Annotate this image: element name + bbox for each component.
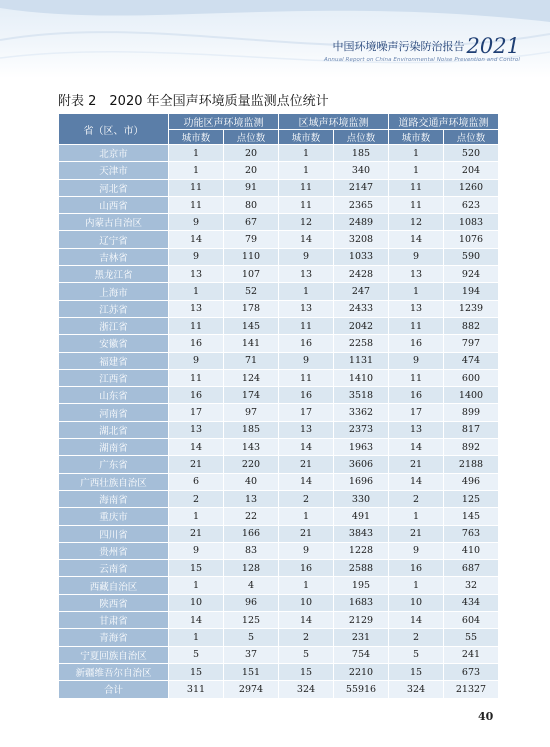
point-count-cell: 590 [444, 248, 499, 265]
sub-header-city-count: 城市数 [169, 130, 224, 145]
province-name-cell: 新疆维吾尔自治区 [59, 663, 169, 680]
point-count-cell: 55916 [334, 681, 389, 698]
table-row [59, 542, 499, 559]
point-count-cell: 174 [224, 387, 279, 404]
point-count-cell: 71 [224, 352, 279, 369]
point-count-cell: 474 [444, 352, 499, 369]
city-count-cell: 14 [169, 231, 224, 248]
province-column-header: 省（区、市） [59, 114, 169, 145]
province-name-cell: 甘肃省 [59, 612, 169, 629]
city-count-cell: 2 [169, 490, 224, 507]
point-count-cell: 178 [224, 300, 279, 317]
point-count-cell: 899 [444, 404, 499, 421]
point-count-cell: 1131 [334, 352, 389, 369]
city-count-cell: 10 [279, 594, 334, 611]
table-row [59, 612, 499, 629]
city-count-cell: 11 [389, 369, 444, 386]
point-count-cell: 797 [444, 335, 499, 352]
city-count-cell: 1 [389, 145, 444, 162]
table-row [59, 646, 499, 663]
city-count-cell: 13 [389, 421, 444, 438]
point-count-cell: 40 [224, 473, 279, 490]
table-row [59, 560, 499, 577]
province-name-cell: 河南省 [59, 404, 169, 421]
city-count-cell: 11 [279, 369, 334, 386]
table-row [59, 196, 499, 213]
province-name-cell: 吉林省 [59, 248, 169, 265]
table-caption: 附表 2 2020 年全国声环境质量监测点位统计 [58, 94, 329, 109]
city-count-cell: 16 [169, 387, 224, 404]
sub-header-point-count: 点位数 [224, 130, 279, 145]
city-count-cell: 15 [389, 663, 444, 680]
monitoring-points-table [58, 113, 499, 699]
city-count-cell: 21 [169, 525, 224, 542]
point-count-cell: 194 [444, 283, 499, 300]
city-count-cell: 324 [389, 681, 444, 698]
point-count-cell: 145 [224, 317, 279, 334]
table-row [59, 162, 499, 179]
point-count-cell: 2129 [334, 612, 389, 629]
province-name-cell: 浙江省 [59, 317, 169, 334]
city-count-cell: 9 [279, 248, 334, 265]
city-count-cell: 1 [389, 577, 444, 594]
city-count-cell: 16 [279, 335, 334, 352]
point-count-cell: 32 [444, 577, 499, 594]
sub-header-city-count: 城市数 [279, 130, 334, 145]
point-count-cell: 2210 [334, 663, 389, 680]
point-count-cell: 125 [224, 612, 279, 629]
point-count-cell: 21327 [444, 681, 499, 698]
city-count-cell: 15 [169, 663, 224, 680]
point-count-cell: 434 [444, 594, 499, 611]
city-count-cell: 14 [389, 473, 444, 490]
point-count-cell: 83 [224, 542, 279, 559]
point-count-cell: 340 [334, 162, 389, 179]
point-count-cell: 13 [224, 490, 279, 507]
province-name-cell: 江苏省 [59, 300, 169, 317]
point-count-cell: 410 [444, 542, 499, 559]
table-row [59, 352, 499, 369]
city-count-cell: 2 [389, 490, 444, 507]
city-count-cell: 2 [279, 490, 334, 507]
city-count-cell: 1 [279, 283, 334, 300]
city-count-cell: 11 [389, 196, 444, 213]
point-count-cell: 3843 [334, 525, 389, 542]
sub-header-point-count: 点位数 [334, 130, 389, 145]
point-count-cell: 330 [334, 490, 389, 507]
point-count-cell: 107 [224, 266, 279, 283]
city-count-cell: 1 [389, 283, 444, 300]
point-count-cell: 2042 [334, 317, 389, 334]
point-count-cell: 2433 [334, 300, 389, 317]
city-count-cell: 21 [389, 525, 444, 542]
point-count-cell: 67 [224, 214, 279, 231]
point-count-cell: 1033 [334, 248, 389, 265]
table-row [59, 231, 499, 248]
city-count-cell: 21 [279, 525, 334, 542]
point-count-cell: 2258 [334, 335, 389, 352]
province-name-cell: 合计 [59, 681, 169, 698]
city-count-cell: 14 [389, 612, 444, 629]
city-count-cell: 1 [169, 145, 224, 162]
city-count-cell: 9 [279, 352, 334, 369]
city-count-cell: 21 [389, 456, 444, 473]
table-row [59, 663, 499, 680]
point-count-cell: 2373 [334, 421, 389, 438]
city-count-cell: 1 [169, 162, 224, 179]
city-count-cell: 5 [169, 646, 224, 663]
city-count-cell: 12 [389, 214, 444, 231]
city-count-cell: 13 [279, 266, 334, 283]
city-count-cell: 1 [169, 283, 224, 300]
city-count-cell: 15 [279, 663, 334, 680]
city-count-cell: 11 [389, 317, 444, 334]
city-count-cell: 14 [279, 473, 334, 490]
province-name-cell: 天津市 [59, 162, 169, 179]
table-row [59, 300, 499, 317]
city-count-cell: 11 [169, 369, 224, 386]
point-count-cell: 1963 [334, 439, 389, 456]
point-count-cell: 20 [224, 145, 279, 162]
province-name-cell: 海南省 [59, 490, 169, 507]
report-subtitle: Annual Report on China Environmental Noise Prevention and Control [323, 57, 520, 63]
group-header-functional-zone: 功能区声环境监测 [169, 114, 279, 130]
city-count-cell: 17 [279, 404, 334, 421]
point-count-cell: 763 [444, 525, 499, 542]
point-count-cell: 882 [444, 317, 499, 334]
city-count-cell: 9 [389, 542, 444, 559]
province-name-cell: 贵州省 [59, 542, 169, 559]
province-name-cell: 北京市 [59, 145, 169, 162]
province-name-cell: 山东省 [59, 387, 169, 404]
point-count-cell: 673 [444, 663, 499, 680]
table-row [59, 490, 499, 507]
city-count-cell: 1 [279, 162, 334, 179]
point-count-cell: 145 [444, 508, 499, 525]
point-count-cell: 1400 [444, 387, 499, 404]
table-row [59, 369, 499, 386]
table-body [59, 145, 499, 699]
city-count-cell: 2 [389, 629, 444, 646]
province-name-cell: 黑龙江省 [59, 266, 169, 283]
point-count-cell: 1260 [444, 179, 499, 196]
city-count-cell: 14 [279, 439, 334, 456]
table-row [59, 404, 499, 421]
province-name-cell: 内蒙古自治区 [59, 214, 169, 231]
point-count-cell: 3362 [334, 404, 389, 421]
city-count-cell: 21 [279, 456, 334, 473]
city-count-cell: 21 [169, 456, 224, 473]
city-count-cell: 11 [169, 317, 224, 334]
point-count-cell: 110 [224, 248, 279, 265]
city-count-cell: 13 [169, 266, 224, 283]
city-count-cell: 9 [169, 352, 224, 369]
city-count-cell: 1 [279, 577, 334, 594]
city-count-cell: 1 [389, 508, 444, 525]
table-row [59, 473, 499, 490]
city-count-cell: 1 [169, 629, 224, 646]
point-count-cell: 151 [224, 663, 279, 680]
point-count-cell: 1683 [334, 594, 389, 611]
city-count-cell: 6 [169, 473, 224, 490]
city-count-cell: 1 [279, 145, 334, 162]
point-count-cell: 1228 [334, 542, 389, 559]
city-count-cell: 9 [279, 542, 334, 559]
group-header-road-traffic: 道路交通声环境监测 [389, 114, 499, 130]
table-total-row [59, 681, 499, 698]
table-row [59, 629, 499, 646]
city-count-cell: 13 [389, 266, 444, 283]
table-row [59, 508, 499, 525]
point-count-cell: 2489 [334, 214, 389, 231]
sub-header-point-count: 点位数 [444, 130, 499, 145]
point-count-cell: 97 [224, 404, 279, 421]
point-count-cell: 91 [224, 179, 279, 196]
city-count-cell: 13 [279, 421, 334, 438]
point-count-cell: 3208 [334, 231, 389, 248]
city-count-cell: 9 [169, 214, 224, 231]
city-count-cell: 1 [169, 577, 224, 594]
city-count-cell: 14 [169, 612, 224, 629]
city-count-cell: 14 [389, 231, 444, 248]
point-count-cell: 52 [224, 283, 279, 300]
report-year: 2021 [466, 34, 520, 58]
city-count-cell: 5 [279, 646, 334, 663]
group-header-regional: 区域声环境监测 [279, 114, 389, 130]
point-count-cell: 1076 [444, 231, 499, 248]
point-count-cell: 2147 [334, 179, 389, 196]
province-name-cell: 河北省 [59, 179, 169, 196]
point-count-cell: 3606 [334, 456, 389, 473]
point-count-cell: 892 [444, 439, 499, 456]
sub-header-city-count: 城市数 [389, 130, 444, 145]
province-name-cell: 福建省 [59, 352, 169, 369]
city-count-cell: 14 [279, 612, 334, 629]
point-count-cell: 3518 [334, 387, 389, 404]
city-count-cell: 9 [389, 352, 444, 369]
city-count-cell: 16 [279, 387, 334, 404]
city-count-cell: 16 [389, 560, 444, 577]
point-count-cell: 125 [444, 490, 499, 507]
city-count-cell: 14 [279, 231, 334, 248]
province-name-cell: 山西省 [59, 196, 169, 213]
table-row [59, 145, 499, 162]
city-count-cell: 10 [169, 594, 224, 611]
point-count-cell: 166 [224, 525, 279, 542]
table-row [59, 317, 499, 334]
table-row [59, 387, 499, 404]
city-count-cell: 311 [169, 681, 224, 698]
point-count-cell: 220 [224, 456, 279, 473]
city-count-cell: 15 [169, 560, 224, 577]
point-count-cell: 124 [224, 369, 279, 386]
point-count-cell: 687 [444, 560, 499, 577]
table-row [59, 456, 499, 473]
province-name-cell: 上海市 [59, 283, 169, 300]
point-count-cell: 80 [224, 196, 279, 213]
table-row [59, 179, 499, 196]
table-row [59, 594, 499, 611]
point-count-cell: 128 [224, 560, 279, 577]
point-count-cell: 96 [224, 594, 279, 611]
point-count-cell: 491 [334, 508, 389, 525]
point-count-cell: 231 [334, 629, 389, 646]
point-count-cell: 204 [444, 162, 499, 179]
city-count-cell: 10 [389, 594, 444, 611]
point-count-cell: 1410 [334, 369, 389, 386]
table-row [59, 439, 499, 456]
city-count-cell: 1 [279, 508, 334, 525]
province-name-cell: 湖南省 [59, 439, 169, 456]
report-title-text: 中国环境噪声污染防治报告 [332, 40, 465, 53]
point-count-cell: 817 [444, 421, 499, 438]
province-name-cell: 陕西省 [59, 594, 169, 611]
city-count-cell: 324 [279, 681, 334, 698]
point-count-cell: 1083 [444, 214, 499, 231]
province-name-cell: 江西省 [59, 369, 169, 386]
point-count-cell: 604 [444, 612, 499, 629]
point-count-cell: 2188 [444, 456, 499, 473]
point-count-cell: 520 [444, 145, 499, 162]
table-row [59, 525, 499, 542]
point-count-cell: 496 [444, 473, 499, 490]
city-count-cell: 11 [279, 317, 334, 334]
table-row [59, 335, 499, 352]
point-count-cell: 924 [444, 266, 499, 283]
point-count-cell: 141 [224, 335, 279, 352]
city-count-cell: 5 [389, 646, 444, 663]
table-row [59, 283, 499, 300]
point-count-cell: 55 [444, 629, 499, 646]
point-count-cell: 185 [334, 145, 389, 162]
point-count-cell: 79 [224, 231, 279, 248]
point-count-cell: 143 [224, 439, 279, 456]
point-count-cell: 241 [444, 646, 499, 663]
table-row [59, 248, 499, 265]
table-row [59, 214, 499, 231]
province-name-cell: 云南省 [59, 560, 169, 577]
city-count-cell: 9 [389, 248, 444, 265]
page-number: 40 [478, 710, 494, 723]
province-name-cell: 安徽省 [59, 335, 169, 352]
point-count-cell: 2974 [224, 681, 279, 698]
point-count-cell: 37 [224, 646, 279, 663]
point-count-cell: 2588 [334, 560, 389, 577]
city-count-cell: 2 [279, 629, 334, 646]
province-name-cell: 广西壮族自治区 [59, 473, 169, 490]
point-count-cell: 185 [224, 421, 279, 438]
province-name-cell: 辽宁省 [59, 231, 169, 248]
city-count-cell: 17 [169, 404, 224, 421]
city-count-cell: 11 [279, 179, 334, 196]
point-count-cell: 2365 [334, 196, 389, 213]
city-count-cell: 12 [279, 214, 334, 231]
point-count-cell: 247 [334, 283, 389, 300]
city-count-cell: 11 [169, 196, 224, 213]
point-count-cell: 623 [444, 196, 499, 213]
point-count-cell: 22 [224, 508, 279, 525]
city-count-cell: 11 [279, 196, 334, 213]
table-row [59, 577, 499, 594]
city-count-cell: 9 [169, 248, 224, 265]
city-count-cell: 1 [389, 162, 444, 179]
city-count-cell: 16 [389, 387, 444, 404]
city-count-cell: 16 [389, 335, 444, 352]
city-count-cell: 14 [389, 439, 444, 456]
province-name-cell: 重庆市 [59, 508, 169, 525]
city-count-cell: 9 [169, 542, 224, 559]
point-count-cell: 1239 [444, 300, 499, 317]
point-count-cell: 600 [444, 369, 499, 386]
city-count-cell: 16 [279, 560, 334, 577]
province-name-cell: 西藏自治区 [59, 577, 169, 594]
point-count-cell: 195 [334, 577, 389, 594]
point-count-cell: 754 [334, 646, 389, 663]
city-count-cell: 13 [279, 300, 334, 317]
province-name-cell: 四川省 [59, 525, 169, 542]
table-row [59, 266, 499, 283]
city-count-cell: 13 [389, 300, 444, 317]
city-count-cell: 1 [169, 508, 224, 525]
province-name-cell: 青海省 [59, 629, 169, 646]
point-count-cell: 1696 [334, 473, 389, 490]
city-count-cell: 14 [169, 439, 224, 456]
city-count-cell: 17 [389, 404, 444, 421]
city-count-cell: 11 [389, 179, 444, 196]
point-count-cell: 5 [224, 629, 279, 646]
city-count-cell: 16 [169, 335, 224, 352]
city-count-cell: 13 [169, 300, 224, 317]
point-count-cell: 4 [224, 577, 279, 594]
report-title [333, 34, 520, 58]
province-name-cell: 湖北省 [59, 421, 169, 438]
table-row [59, 421, 499, 438]
city-count-cell: 11 [169, 179, 224, 196]
province-name-cell: 广东省 [59, 456, 169, 473]
statistics-table-container [58, 113, 498, 699]
point-count-cell: 20 [224, 162, 279, 179]
point-count-cell: 2428 [334, 266, 389, 283]
province-name-cell: 宁夏回族自治区 [59, 646, 169, 663]
city-count-cell: 13 [169, 421, 224, 438]
